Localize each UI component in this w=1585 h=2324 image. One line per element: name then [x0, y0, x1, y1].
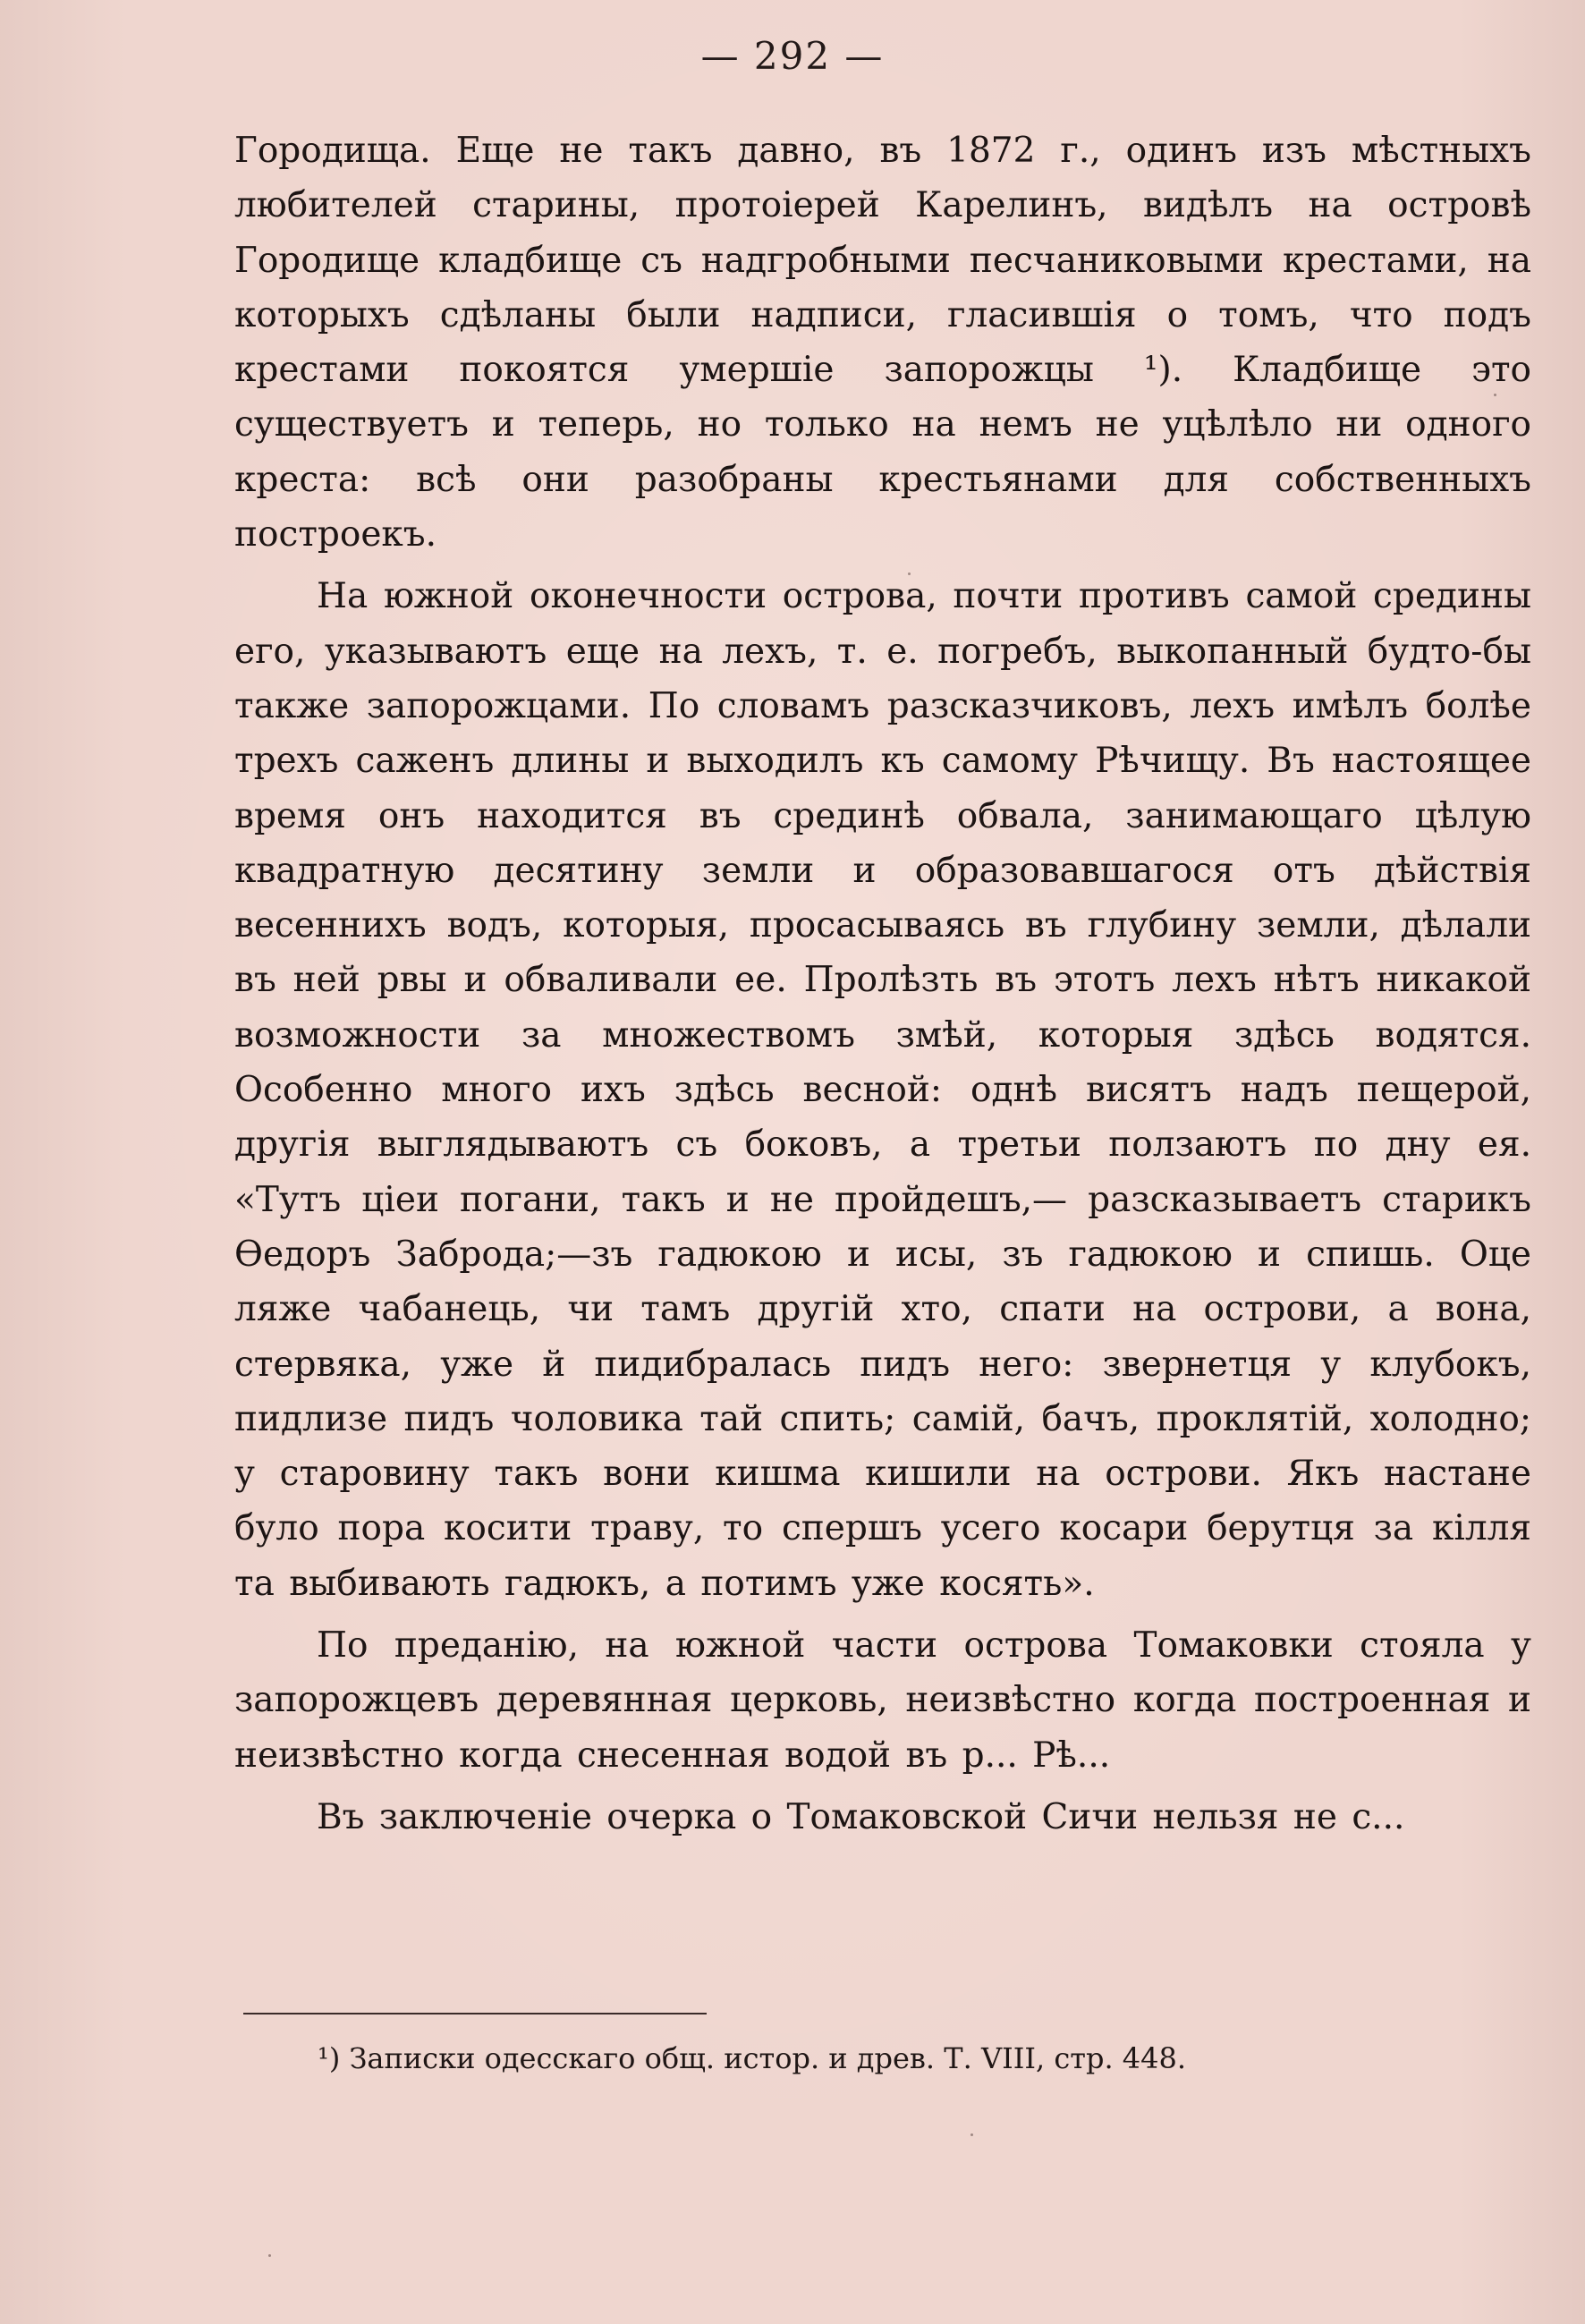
page-number-header: — 292 — [700, 34, 885, 78]
paper-speck [1064, 1762, 1067, 1765]
footnote-divider [243, 2013, 707, 2014]
paper-speck [908, 573, 911, 575]
paragraph-3: По преданію, на южной части острова Томаковки стояла у запорожцевъ деревянная церковь, неизвѣстно когда построенная и неизвѣстно когда снесенная водой въ р... Рѣ... [234, 1625, 1531, 1776]
paragraph-4: Въ заключеніе очерка о Томаковской Сичи нельзя не с... [317, 1796, 1405, 1837]
paragraph-2: На южной оконечности острова, почти противъ самой средины его, указываютъ еще на лехъ, т. е. погребъ, выкопанный будто-бы также запорожцами. По словамъ разсказчиковъ, лехъ имѣлъ болѣе трехъ саженъ длины и выходилъ къ самому Рѣчищу. Въ настоящее время онъ находится въ срединѣ обвала, занимающаго цѣлую квадратную десятину земли и образовавшагося отъ дѣйствія весеннихъ водъ, которыя, просасываясь въ глубину земли, дѣлали въ ней рвы и обваливали ее. Пролѣзть въ этотъ лехъ нѣтъ никакой возможности за множествомъ змѣй, которыя здѣсь водятся. Особенно много ихъ здѣсь весной: однѣ висятъ надъ пещерой, другія выглядываютъ съ боковъ, а третьи ползаютъ по дну ея. «Тутъ ціеи погани, такъ и не пройдешъ,— разсказываетъ старикъ Ѳедоръ Заброда;—зъ гадюкою и исы, зъ гадюкою и спишь. Оце ляже чабанець, чи тамъ другій хто, спати на острови, а вона, стервяка, уже й пидибралась пидъ него: звернетця у клубокъ, пидлизе пидъ чоловика тай спить; самій, бачъ, проклятій, холодно; у старовину такъ вони кишма кишили на острови. Якъ настане було пора косити траву, то спершъ усего косари берутця за кілля та выбивають гадюкъ, а потимъ уже косять». [234, 576, 1531, 1604]
page-body-text [234, 123, 1531, 1845]
footnote: ¹) Записки одесскаго общ. истор. и древ. Т. VIII, стр. 448. [318, 2041, 1187, 2075]
paper-speck [970, 2133, 973, 2136]
paper-speck [1494, 394, 1496, 396]
paper-speck [268, 2254, 271, 2257]
paragraph-1: Городища. Еще не такъ давно, въ 1872 г., одинъ изъ мѣстныхъ любителей старины, протоіерей Карелинъ, видѣлъ на островѣ Городище кладбище съ надгробными песчаниковыми крестами, на которыхъ сдѣланы были надписи, гласившія о томъ, что подъ крестами покоятся умершіе запорожцы ¹). Кладбище это существуетъ и теперь, но только на немъ не уцѣлѣло ни одного креста: всѣ они разобраны крестьянами для собственныхъ построекъ. [234, 131, 1531, 556]
